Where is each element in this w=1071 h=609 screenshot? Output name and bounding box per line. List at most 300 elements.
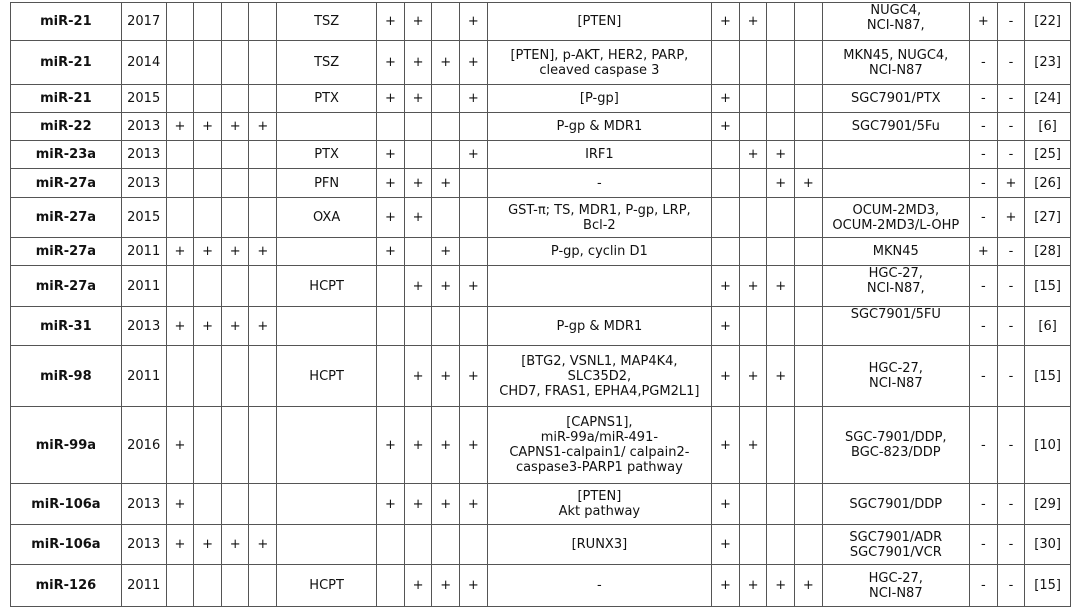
mark-cell-c14: - (997, 141, 1025, 169)
mark-cell-c2: + (194, 113, 222, 141)
mark-cell-c4 (249, 266, 277, 307)
mark-cell-c13: - (970, 484, 998, 525)
mark-cell-c1 (166, 565, 194, 607)
drug-cell (277, 484, 377, 525)
mark-cell-c10: + (739, 407, 767, 484)
mark-cell-c12 (794, 484, 822, 525)
mark-cell-c6 (404, 141, 432, 169)
mark-cell-c5: + (377, 484, 405, 525)
mark-cell-c12 (794, 407, 822, 484)
mark-cell-c5 (377, 266, 405, 307)
mark-cell-c5 (377, 525, 405, 565)
table-row (11, 525, 1071, 565)
mark-cell-c9: + (712, 565, 740, 607)
cell-line-cell (822, 113, 969, 141)
mark-cell-c13: - (970, 113, 998, 141)
cell-line: [BTG2, VSNL1, MAP4K4, (521, 353, 678, 369)
cell-line-cell (822, 266, 969, 307)
mark-cell-c7: + (432, 484, 460, 525)
mark-cell-c9: + (712, 85, 740, 113)
table-row (11, 307, 1071, 346)
mark-cell-c6: + (404, 484, 432, 525)
mark-cell-c2 (194, 346, 222, 407)
reference-cell: [23] (1025, 41, 1071, 85)
mark-cell-c4: + (249, 525, 277, 565)
mark-cell-c12: + (794, 565, 822, 607)
reference-cell: [26] (1025, 169, 1071, 198)
mark-cell-c12 (794, 198, 822, 238)
mirna-cell: miR-99a (11, 407, 122, 484)
drug-cell: TSZ (277, 3, 377, 41)
drug-cell: OXA (277, 198, 377, 238)
mark-cell-c5 (377, 307, 405, 346)
mirna-table (10, 2, 1071, 607)
year-cell: 2011 (121, 565, 166, 607)
cell-line: OCUM-2MD3/L-OHP (832, 217, 960, 233)
mark-cell-c4 (249, 407, 277, 484)
mark-cell-c6 (404, 525, 432, 565)
table-row (11, 238, 1071, 266)
mark-cell-c4: + (249, 307, 277, 346)
reference-cell: [30] (1025, 525, 1071, 565)
cell-line: [CAPNS1], (566, 415, 633, 430)
mark-cell-c14: - (997, 85, 1025, 113)
cell-line: - (597, 578, 602, 593)
target-cell (487, 198, 711, 238)
reference-cell: [6] (1025, 307, 1071, 346)
reference-cell: [29] (1025, 484, 1071, 525)
mark-cell-c8 (460, 169, 488, 198)
year-cell: 2017 (121, 3, 166, 41)
mark-cell-c2 (194, 198, 222, 238)
mark-cell-c6 (404, 307, 432, 346)
cell-line: CHD7, FRAS1, EPHA4,PGM2L1] (499, 383, 700, 399)
cell-line: P-gp & MDR1 (556, 119, 643, 134)
mark-cell-c2 (194, 41, 222, 85)
cell-line: miR-99a/miR-491- (540, 430, 659, 445)
cell-line-cell (822, 346, 969, 407)
mark-cell-c14: - (997, 307, 1025, 346)
mark-cell-c1 (166, 266, 194, 307)
mark-cell-c3 (221, 41, 249, 85)
mark-cell-c14: - (997, 266, 1025, 307)
mark-cell-c13: + (970, 238, 998, 266)
year-cell: 2015 (121, 85, 166, 113)
cell-line-cell (822, 565, 969, 607)
table-row (11, 141, 1071, 169)
mark-cell-c5: + (377, 41, 405, 85)
cell-line: NCI-N87 (869, 585, 923, 601)
drug-cell (277, 238, 377, 266)
cell-line-cell (822, 3, 969, 41)
drug-cell (277, 113, 377, 141)
year-cell: 2013 (121, 484, 166, 525)
reference-cell: [27] (1025, 198, 1071, 238)
mark-cell-c7 (432, 141, 460, 169)
mark-cell-c11: + (767, 266, 795, 307)
mark-cell-c6: + (404, 346, 432, 407)
mark-cell-c4 (249, 565, 277, 607)
mark-cell-c14: - (997, 525, 1025, 565)
mark-cell-c10 (739, 113, 767, 141)
mark-cell-c3: + (221, 113, 249, 141)
cell-line: NUGC4, (870, 3, 922, 18)
target-cell (487, 484, 711, 525)
mark-cell-c11: + (767, 565, 795, 607)
reference-cell: [10] (1025, 407, 1071, 484)
target-cell (487, 141, 711, 169)
mark-cell-c8 (460, 307, 488, 346)
mark-cell-c4 (249, 346, 277, 407)
mark-cell-c6: + (404, 3, 432, 41)
target-cell (487, 41, 711, 85)
target-cell (487, 346, 711, 407)
mark-cell-c5: + (377, 141, 405, 169)
cell-line: [PTEN] (577, 14, 622, 29)
mirna-cell: miR-106a (11, 525, 122, 565)
mark-cell-c2: + (194, 525, 222, 565)
cell-line: NCI-N87 (869, 62, 923, 78)
mark-cell-c8: + (460, 346, 488, 407)
year-cell: 2015 (121, 198, 166, 238)
mark-cell-c11 (767, 307, 795, 346)
table-row (11, 3, 1071, 41)
mark-cell-c9: + (712, 3, 740, 41)
drug-cell: HCPT (277, 346, 377, 407)
cell-line-cell (822, 85, 969, 113)
mark-cell-c12 (794, 41, 822, 85)
mark-cell-c12 (794, 141, 822, 169)
mark-cell-c10 (739, 85, 767, 113)
mark-cell-c9: + (712, 307, 740, 346)
mark-cell-c6: + (404, 85, 432, 113)
drug-cell (277, 525, 377, 565)
table-row (11, 266, 1071, 307)
mark-cell-c11 (767, 407, 795, 484)
mark-cell-c1 (166, 141, 194, 169)
mark-cell-c14: + (997, 169, 1025, 198)
mark-cell-c2 (194, 407, 222, 484)
cell-line: NCI-N87 (869, 376, 923, 391)
mirna-cell: miR-27a (11, 266, 122, 307)
mark-cell-c3 (221, 3, 249, 41)
mark-cell-c12 (794, 266, 822, 307)
mark-cell-c14: - (997, 407, 1025, 484)
mark-cell-c11: + (767, 141, 795, 169)
mark-cell-c4 (249, 3, 277, 41)
reference-cell: [15] (1025, 266, 1071, 307)
cell-line: Bcl-2 (583, 217, 616, 233)
mark-cell-c13: + (970, 3, 998, 41)
mark-cell-c2 (194, 484, 222, 525)
mark-cell-c11 (767, 3, 795, 41)
mark-cell-c14: - (997, 346, 1025, 407)
mark-cell-c13: - (970, 85, 998, 113)
mark-cell-c7: + (432, 346, 460, 407)
mark-cell-c9 (712, 238, 740, 266)
mark-cell-c4 (249, 198, 277, 238)
mark-cell-c2 (194, 266, 222, 307)
mark-cell-c13: - (970, 307, 998, 346)
cell-line-cell (822, 198, 969, 238)
mark-cell-c5 (377, 113, 405, 141)
cell-line: BGC-823/DDP (851, 445, 941, 460)
mark-cell-c4 (249, 484, 277, 525)
cell-line: [P-gp] (579, 91, 619, 106)
drug-cell: HCPT (277, 565, 377, 607)
target-cell (487, 85, 711, 113)
mark-cell-c13: - (970, 565, 998, 607)
mark-cell-c9: + (712, 113, 740, 141)
mark-cell-c5: + (377, 198, 405, 238)
mark-cell-c6: + (404, 565, 432, 607)
mark-cell-c1: + (166, 307, 194, 346)
mark-cell-c8: + (460, 3, 488, 41)
cell-line-cell (822, 169, 969, 198)
mark-cell-c11 (767, 238, 795, 266)
mark-cell-c2 (194, 565, 222, 607)
mirna-cell: miR-23a (11, 141, 122, 169)
mark-cell-c14: + (997, 198, 1025, 238)
cell-line-cell (822, 238, 969, 266)
mark-cell-c5: + (377, 85, 405, 113)
mark-cell-c7: + (432, 407, 460, 484)
reference-cell: [22] (1025, 3, 1071, 41)
mirna-cell: miR-21 (11, 41, 122, 85)
mark-cell-c10 (739, 307, 767, 346)
cell-line-cell (822, 41, 969, 85)
mark-cell-c14: - (997, 484, 1025, 525)
table-row (11, 484, 1071, 525)
mark-cell-c5: + (377, 169, 405, 198)
mark-cell-c12 (794, 113, 822, 141)
mark-cell-c8: + (460, 141, 488, 169)
year-cell: 2013 (121, 169, 166, 198)
mark-cell-c12 (794, 307, 822, 346)
target-cell (487, 407, 711, 484)
mirna-cell: miR-126 (11, 565, 122, 607)
mark-cell-c7: + (432, 238, 460, 266)
mark-cell-c11 (767, 113, 795, 141)
year-cell: 2011 (121, 346, 166, 407)
mark-cell-c8: + (460, 266, 488, 307)
mark-cell-c14: - (997, 41, 1025, 85)
mark-cell-c9: + (712, 484, 740, 525)
year-cell: 2011 (121, 266, 166, 307)
mark-cell-c13: - (970, 346, 998, 407)
table-row (11, 407, 1071, 484)
mirna-cell: miR-27a (11, 198, 122, 238)
mark-cell-c10 (739, 169, 767, 198)
mark-cell-c11: + (767, 346, 795, 407)
drug-cell (277, 407, 377, 484)
mark-cell-c5 (377, 346, 405, 407)
reference-cell: [25] (1025, 141, 1071, 169)
mark-cell-c3 (221, 266, 249, 307)
cell-line: Akt pathway (558, 504, 641, 519)
mark-cell-c9 (712, 169, 740, 198)
mark-cell-c1: + (166, 407, 194, 484)
mark-cell-c12 (794, 346, 822, 407)
mark-cell-c8: + (460, 41, 488, 85)
mirna-cell: miR-27a (11, 238, 122, 266)
mark-cell-c2 (194, 141, 222, 169)
table-row (11, 85, 1071, 113)
mark-cell-c7 (432, 198, 460, 238)
mark-cell-c7 (432, 307, 460, 346)
mirna-cell: miR-21 (11, 3, 122, 41)
mark-cell-c11 (767, 85, 795, 113)
mark-cell-c6: + (404, 198, 432, 238)
mark-cell-c10 (739, 525, 767, 565)
mark-cell-c13: - (970, 407, 998, 484)
cell-line: SGC7901/ADR (849, 529, 943, 545)
mark-cell-c8: + (460, 85, 488, 113)
mark-cell-c11: + (767, 169, 795, 198)
target-cell (487, 266, 711, 307)
mark-cell-c1 (166, 198, 194, 238)
mark-cell-c4 (249, 141, 277, 169)
mark-cell-c3 (221, 346, 249, 407)
target-cell (487, 3, 711, 41)
drug-cell: HCPT (277, 266, 377, 307)
cell-line: caspase3-PARP1 pathway (515, 460, 683, 475)
mark-cell-c9: + (712, 266, 740, 307)
mark-cell-c10 (739, 238, 767, 266)
cell-line: HGC-27, (868, 361, 923, 376)
mark-cell-c3: + (221, 307, 249, 346)
drug-cell: PFN (277, 169, 377, 198)
mark-cell-c8 (460, 238, 488, 266)
mark-cell-c7: + (432, 169, 460, 198)
year-cell: 2011 (121, 238, 166, 266)
mark-cell-c11 (767, 525, 795, 565)
mark-cell-c1 (166, 41, 194, 85)
mark-cell-c6 (404, 238, 432, 266)
target-cell (487, 113, 711, 141)
mark-cell-c6: + (404, 266, 432, 307)
cell-line: IRF1 (585, 147, 614, 162)
mark-cell-c1: + (166, 238, 194, 266)
cell-line: NCI-N87, (866, 18, 925, 33)
cell-line: SGC-7901/DDP, (845, 430, 947, 445)
mark-cell-c7 (432, 3, 460, 41)
mark-cell-c8 (460, 198, 488, 238)
year-cell: 2013 (121, 307, 166, 346)
mark-cell-c12: + (794, 169, 822, 198)
mark-cell-c1: + (166, 525, 194, 565)
mark-cell-c1: + (166, 484, 194, 525)
mark-cell-c14: - (997, 3, 1025, 41)
mark-cell-c10: + (739, 346, 767, 407)
cell-line: NCI-N87, (866, 281, 925, 296)
mark-cell-c13: - (970, 266, 998, 307)
cell-line-cell (822, 525, 969, 565)
target-cell (487, 307, 711, 346)
mark-cell-c5: + (377, 238, 405, 266)
mark-cell-c4: + (249, 113, 277, 141)
mark-cell-c6: + (404, 407, 432, 484)
mark-cell-c9: + (712, 407, 740, 484)
cell-line: SGC7901/PTX (851, 91, 941, 106)
mark-cell-c8: + (460, 407, 488, 484)
cell-line: cleaved caspase 3 (539, 62, 660, 78)
mark-cell-c7 (432, 85, 460, 113)
drug-cell: PTX (277, 141, 377, 169)
mark-cell-c9: + (712, 346, 740, 407)
cell-line: MKN45, NUGC4, (843, 47, 949, 63)
mark-cell-c11 (767, 484, 795, 525)
mirna-cell: miR-98 (11, 346, 122, 407)
table-row (11, 346, 1071, 407)
reference-cell: [15] (1025, 346, 1071, 407)
mark-cell-c10 (739, 41, 767, 85)
table-row (11, 41, 1071, 85)
mark-cell-c8: + (460, 484, 488, 525)
mark-cell-c1 (166, 3, 194, 41)
mark-cell-c2 (194, 85, 222, 113)
cell-line-cell (822, 307, 969, 346)
target-cell (487, 565, 711, 607)
mark-cell-c14: - (997, 238, 1025, 266)
mark-cell-c13: - (970, 525, 998, 565)
mark-cell-c6: + (404, 41, 432, 85)
mark-cell-c7 (432, 525, 460, 565)
mark-cell-c2 (194, 3, 222, 41)
reference-cell: [24] (1025, 85, 1071, 113)
mark-cell-c4: + (249, 238, 277, 266)
year-cell: 2013 (121, 525, 166, 565)
cell-line: SGC7901/DDP (849, 496, 943, 512)
mirna-cell: miR-22 (11, 113, 122, 141)
mark-cell-c9: + (712, 525, 740, 565)
cell-line: GST-π; TS, MDR1, P-gp, LRP, (508, 202, 691, 218)
target-cell (487, 525, 711, 565)
reference-cell: [6] (1025, 113, 1071, 141)
mirna-cell: miR-31 (11, 307, 122, 346)
mark-cell-c9 (712, 141, 740, 169)
cell-line: P-gp, cyclin D1 (550, 244, 648, 259)
drug-cell: TSZ (277, 41, 377, 85)
reference-cell: [15] (1025, 565, 1071, 607)
table-row (11, 198, 1071, 238)
cell-line: SGC7901/VCR (849, 544, 942, 560)
table-row (11, 565, 1071, 607)
mark-cell-c3: + (221, 238, 249, 266)
mirna-cell: miR-27a (11, 169, 122, 198)
mark-cell-c3 (221, 85, 249, 113)
mark-cell-c7 (432, 113, 460, 141)
mark-cell-c8 (460, 113, 488, 141)
mark-cell-c10: + (739, 266, 767, 307)
mark-cell-c14: - (997, 113, 1025, 141)
reference-cell: [28] (1025, 238, 1071, 266)
mark-cell-c3 (221, 198, 249, 238)
mark-cell-c14: - (997, 565, 1025, 607)
mark-cell-c7: + (432, 266, 460, 307)
mark-cell-c1: + (166, 113, 194, 141)
mark-cell-c10: + (739, 3, 767, 41)
mark-cell-c13: - (970, 141, 998, 169)
mark-cell-c13: - (970, 198, 998, 238)
mirna-cell: miR-21 (11, 85, 122, 113)
mark-cell-c6: + (404, 169, 432, 198)
mark-cell-c5 (377, 565, 405, 607)
mark-cell-c10: + (739, 141, 767, 169)
mark-cell-c2: + (194, 238, 222, 266)
mark-cell-c9 (712, 41, 740, 85)
mark-cell-c2 (194, 169, 222, 198)
